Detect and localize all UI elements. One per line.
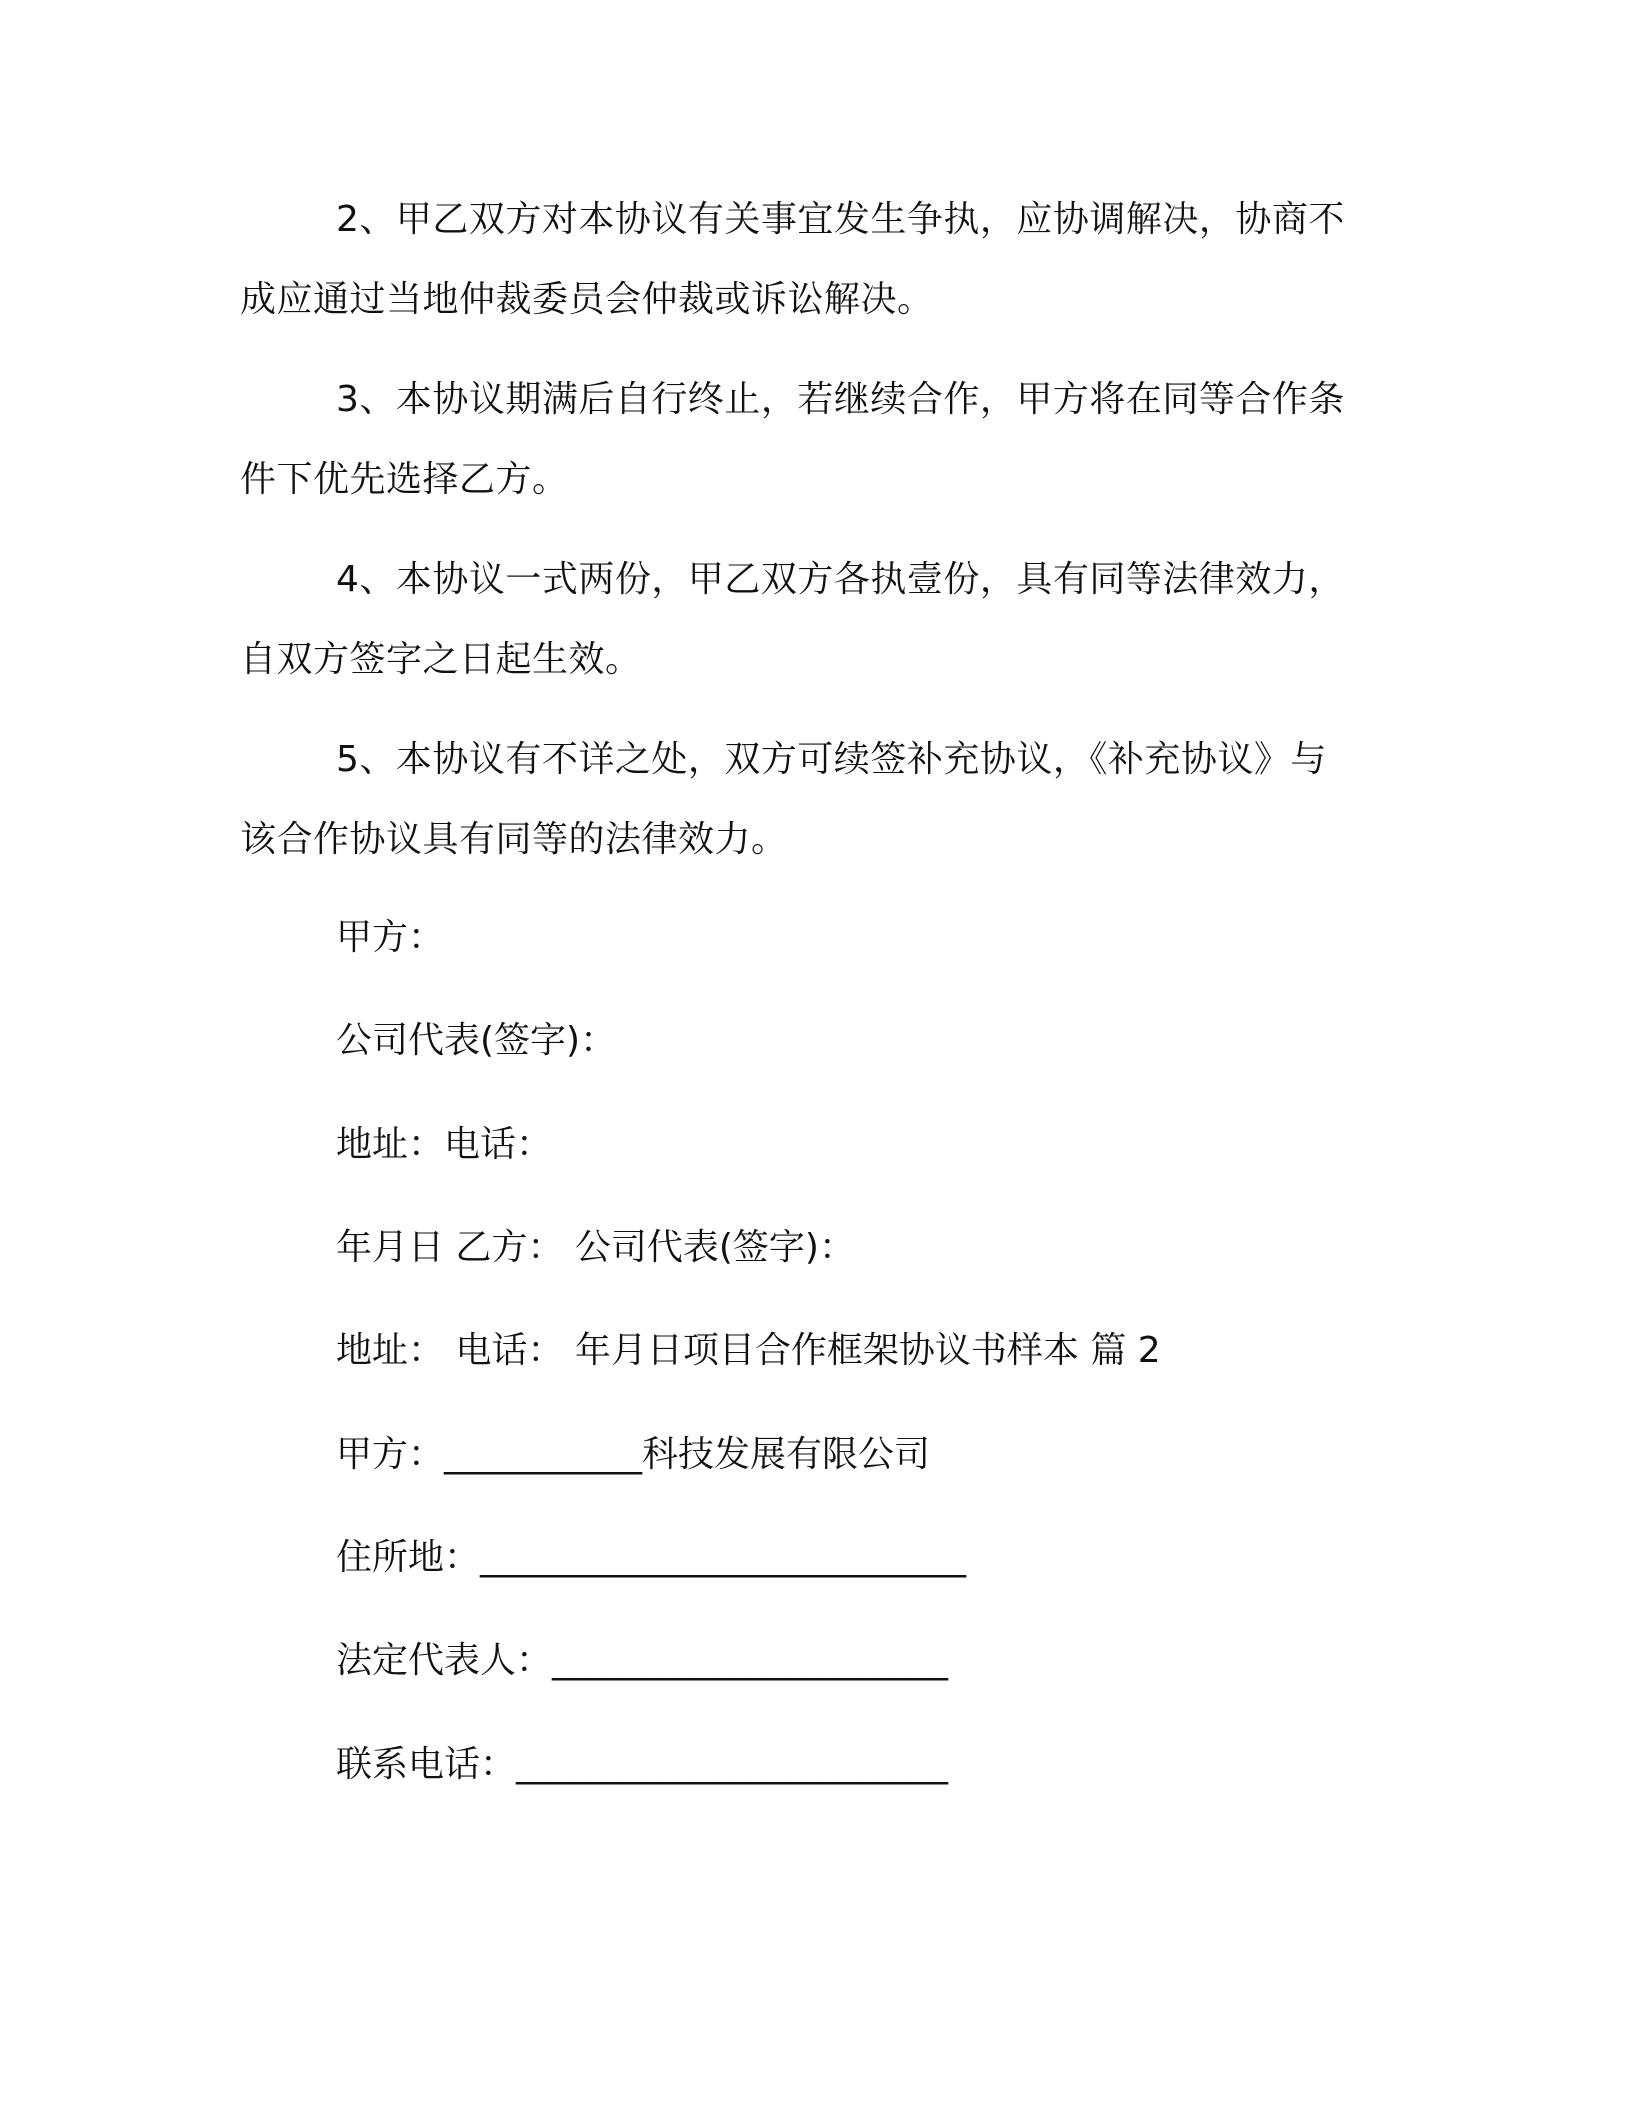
party-a-company-line: 甲方：___________科技发展有限公司 [336,1434,931,1475]
clause-3-paragraph: 3、本协议期满后自行终止，若继续合作，甲方将在同等合作条件下优先选择乙方。 [240,379,1345,500]
address-phone-line: 地址：电话： [336,1124,553,1165]
residence-line: 住所地：___________________________ [336,1537,967,1578]
address-phone-heading-line: 地址： 电话： 年月日项目合作框架协议书样本 篇 2 [336,1330,1161,1371]
date-party-b-line: 年月日 乙方： 公司代表(签字)： [336,1227,855,1268]
party-a-label: 甲方： [336,917,445,958]
clause-5-paragraph: 5、本协议有不详之处，双方可续签补充协议，《补充协议》与该合作协议具有同等的法律效力。 [240,739,1327,860]
contact-phone-line: 联系电话：________________________ [336,1744,949,1785]
company-rep-signature-line: 公司代表(签字)： [336,1020,617,1061]
legal-representative-line: 法定代表人：______________________ [336,1640,949,1681]
clause-4-paragraph: 4、本协议一式两份，甲乙双方各执壹份，具有同等法律效力，自双方签字之日起生效。 [240,559,1345,680]
clause-2-paragraph: 2、甲乙双方对本协议有关事宜发生争执，应协调解决，协商不成应通过当地仲裁委员会仲裁或诉讼解决。 [240,199,1345,320]
